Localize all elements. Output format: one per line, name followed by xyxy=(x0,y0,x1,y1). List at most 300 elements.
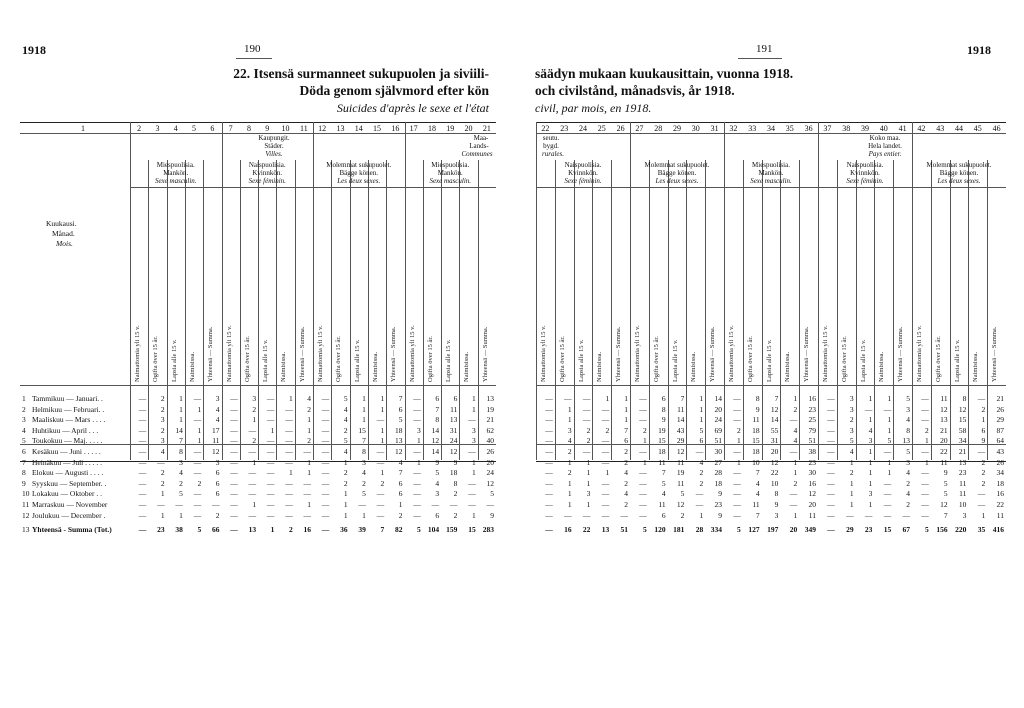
table-cell: 3 xyxy=(868,489,873,499)
table-cell: 7 xyxy=(943,510,948,520)
rotated-col-header: Ogifta över 15 år. xyxy=(934,336,942,382)
table-cell: 2 xyxy=(343,425,348,435)
table-cell: 9 xyxy=(943,468,948,478)
table-cell: — xyxy=(138,500,147,509)
area-top-left: Kaupungit. xyxy=(258,134,290,142)
rotated-col-header: Ogifta över 15 år. xyxy=(652,336,660,382)
col-number: 25 xyxy=(597,124,606,133)
table-cell: 14 xyxy=(676,415,685,425)
col-number: 10 xyxy=(281,124,290,133)
table-cell: 7 xyxy=(380,525,385,535)
table-cell: 5 xyxy=(362,489,366,499)
table-cell: — xyxy=(601,404,610,414)
table-cell: — xyxy=(157,500,165,509)
col-number: 42 xyxy=(917,124,926,133)
table-cell: 43 xyxy=(996,447,1004,456)
table-cell: — xyxy=(639,489,647,499)
table-cell: — xyxy=(921,404,929,414)
table-cell: 20 xyxy=(486,457,494,467)
table-cell: 18 xyxy=(658,447,666,456)
month-label: 1 Tammikuu — Januari. . xyxy=(22,394,103,403)
rotated-col-header: Ogifta över 15 år. xyxy=(840,336,848,382)
table-cell: 23 xyxy=(808,457,816,467)
col-number: 34 xyxy=(767,124,775,133)
table-cell: — xyxy=(413,394,421,403)
table-cell: 4 xyxy=(398,457,403,467)
table-cell: 4 xyxy=(624,468,628,478)
col-number: 45 xyxy=(973,124,982,133)
table-cell: 1 xyxy=(197,404,202,414)
rotated-col-header: Naimisissa. xyxy=(463,351,471,382)
table-cell: — xyxy=(468,415,476,425)
table-cell: 1 xyxy=(160,489,165,499)
table-cell: — xyxy=(248,478,257,488)
table-cell: — xyxy=(413,478,421,488)
table-cell: 1 xyxy=(849,478,854,488)
col-number: 12 xyxy=(318,124,327,133)
rotated-col-header: Naimisissa. xyxy=(280,351,288,382)
rotated-col-header: Lapsia alle 15 v. xyxy=(353,339,361,382)
col-number: 39 xyxy=(861,124,869,133)
table-cell: 5 xyxy=(849,436,854,446)
table-cell: 18 xyxy=(752,425,760,435)
col-number: 11 xyxy=(299,124,308,133)
table-cell: 11 xyxy=(752,415,760,425)
table-cell: — xyxy=(138,525,147,535)
group-header-sv: Kvinnkön. xyxy=(850,169,880,177)
table-cell: 5 xyxy=(887,436,892,446)
table-cell: 12 xyxy=(486,478,494,488)
table-cell: 2 xyxy=(981,468,986,478)
table-cell: 159 xyxy=(446,525,458,535)
table-cell: 2 xyxy=(849,468,854,478)
table-cell: 11 xyxy=(677,404,685,414)
table-cell: 2 xyxy=(453,489,458,499)
table-cell: 24 xyxy=(486,468,494,478)
table-cell: 6 xyxy=(453,394,458,403)
rotated-col-header: Naimisissa. xyxy=(878,351,886,382)
table-cell: 1 xyxy=(288,394,293,403)
rotated-col-header: Naimattomia yli 15 v. xyxy=(225,325,233,382)
table-cell: 1 xyxy=(793,510,798,520)
table-cell: 20 xyxy=(808,500,816,509)
table-cell: 18 xyxy=(752,447,760,456)
table-cell: — xyxy=(639,394,647,403)
table-cell: 26 xyxy=(486,447,494,456)
table-cell: 21 xyxy=(940,425,948,435)
table-cell: 1 xyxy=(380,394,385,403)
table-cell: — xyxy=(138,447,147,456)
table-cell: — xyxy=(321,425,330,435)
table-cell: 5 xyxy=(737,525,741,535)
rotated-col-header: Lapsia alle 15 v. xyxy=(577,339,585,382)
rotated-col-header: Naimisissa. xyxy=(188,351,196,382)
table-cell: — xyxy=(285,425,293,435)
table-cell: 4 xyxy=(849,447,854,456)
table-cell: 9 xyxy=(981,436,986,446)
group-header-fi: Naispuolisia. xyxy=(248,161,286,169)
table-cell: 4 xyxy=(179,468,183,478)
table-cell: — xyxy=(639,478,647,488)
col-number: 4 xyxy=(173,124,178,133)
col-number: 31 xyxy=(710,124,719,133)
col-number: 14 xyxy=(354,124,363,133)
table-cell: 11 xyxy=(959,478,967,488)
table-cell: — xyxy=(545,525,553,535)
table-cell: — xyxy=(977,489,986,499)
table-cell: 1 xyxy=(887,394,892,403)
group-header-fi: Miespuolisia. xyxy=(156,161,195,169)
table-cell: — xyxy=(413,415,421,425)
table-cell: 9 xyxy=(718,510,722,520)
table-cell: 23 xyxy=(714,500,722,509)
table-cell: 13 xyxy=(902,436,910,446)
table-cell: — xyxy=(620,510,628,520)
table-cell: 30 xyxy=(714,447,722,456)
table-cell: — xyxy=(827,500,835,509)
table-cell: 6 xyxy=(435,510,440,520)
table-cell: 1 xyxy=(643,457,647,467)
table-cell: 8 xyxy=(755,394,760,403)
table-cell: 2 xyxy=(288,525,293,535)
month-label: 6 Kesäkuu — Juni . . . . . xyxy=(22,447,101,456)
table-cell: — xyxy=(601,510,610,520)
table-cell: 2 xyxy=(605,425,610,435)
table-cell: — xyxy=(230,525,238,535)
table-cell: — xyxy=(789,415,798,425)
stub-header-sv: Månad. xyxy=(52,229,75,238)
table-cell: 6 xyxy=(398,478,403,488)
col-number: 22 xyxy=(541,124,550,133)
table-cell: 3 xyxy=(160,436,165,446)
table-cell: 1 xyxy=(868,394,873,403)
col-number: 19 xyxy=(446,124,455,133)
month-label: 4 Huhtikuu — April . . . xyxy=(22,425,99,435)
group-header-fi: Molemmat sukupuolet. xyxy=(326,161,392,169)
table-cell: 82 xyxy=(395,525,403,535)
table-cell: 36 xyxy=(340,525,348,535)
area-top-right-fr: Pays entier. xyxy=(868,150,902,158)
table-cell: — xyxy=(285,500,293,509)
table-cell: 4 xyxy=(435,478,440,488)
table-cell: — xyxy=(376,447,385,456)
table-cell: 2 xyxy=(343,478,348,488)
table-cell: 2 xyxy=(197,478,202,488)
table-cell: 12 xyxy=(449,447,458,456)
rotated-col-header: Yhteensä — Summa. xyxy=(481,326,489,382)
table-cell: 1 xyxy=(362,394,366,403)
table-cell: 24 xyxy=(714,415,722,425)
table-cell: 1 xyxy=(270,425,275,435)
table-cell: 12 xyxy=(395,447,403,456)
table-cell: 18 xyxy=(395,425,403,435)
col-number: 32 xyxy=(729,124,738,133)
table-cell: — xyxy=(230,415,238,425)
table-cell: 29 xyxy=(676,436,685,446)
month-label: 3 Maaliskuu — Mars . . . . xyxy=(22,415,106,425)
table-cell: — xyxy=(827,404,835,414)
table-cell: 4 xyxy=(624,489,628,499)
group-header-sv: Mankön. xyxy=(163,169,189,177)
col-number: 15 xyxy=(373,124,382,133)
group-header-fi: Naispuolisia. xyxy=(846,161,884,169)
table-cell: — xyxy=(921,510,929,520)
group-rule xyxy=(630,187,724,188)
table-cell: 58 xyxy=(958,425,967,435)
table-cell: 1 xyxy=(981,510,986,520)
table-cell: 1 xyxy=(343,500,348,509)
table-cell: 7 xyxy=(755,510,760,520)
table-cell: — xyxy=(468,447,476,456)
table-cell: — xyxy=(230,436,238,446)
table-cell: 8 xyxy=(906,425,910,435)
table-cell: 23 xyxy=(157,525,165,535)
group-header-sv: Bägge könen. xyxy=(939,169,979,177)
table-cell: 7 xyxy=(398,394,403,403)
table-cell: — xyxy=(248,468,257,478)
table-cell: — xyxy=(733,478,741,488)
rotated-col-header: Ogifta över 15 år. xyxy=(335,336,343,382)
table-cell: 51 xyxy=(808,436,816,446)
month-label: 8 Elokuu — Augusti . . . . xyxy=(22,468,104,478)
table-cell: 3 xyxy=(362,457,366,467)
table-cell: — xyxy=(545,468,553,478)
table-cell: 3 xyxy=(774,510,779,520)
table-cell: 1 xyxy=(252,415,257,425)
col-number: 3 xyxy=(155,124,160,133)
rotated-col-header: Naimisissa. xyxy=(371,351,379,382)
group-rule xyxy=(405,187,497,188)
table-cell: — xyxy=(431,500,440,509)
table-cell: — xyxy=(827,510,835,520)
col-number: 26 xyxy=(616,124,625,133)
table-cell: 7 xyxy=(774,394,779,403)
area-top-left-sv: Städer. xyxy=(264,142,284,150)
table-cell: 7 xyxy=(362,436,366,446)
table-cell: — xyxy=(545,500,553,509)
table-cell: 12 xyxy=(940,404,948,414)
table-cell: 5 xyxy=(943,489,948,499)
table-cell: 12 xyxy=(212,447,220,456)
table-cell: 9 xyxy=(755,404,760,414)
group-rule xyxy=(818,187,912,188)
table-cell: 2 xyxy=(160,478,165,488)
area-top-right: Koko maa. xyxy=(869,134,901,142)
table-cell: — xyxy=(827,468,835,478)
table-cell: — xyxy=(639,404,647,414)
col-number: 29 xyxy=(673,124,681,133)
table-cell: — xyxy=(266,510,275,520)
table-cell: 3 xyxy=(215,394,220,403)
table-cell: — xyxy=(733,510,741,520)
rotated-col-header: Yhteensä — Summa. xyxy=(897,326,905,382)
table-cell: 4 xyxy=(661,489,666,499)
col-number: 2 xyxy=(137,124,142,133)
table-cell: 12 xyxy=(808,489,816,499)
table-cell: — xyxy=(921,447,929,456)
table-cell: 1 xyxy=(868,447,873,456)
table-cell: 1 xyxy=(699,404,704,414)
col-number: 6 xyxy=(210,124,215,133)
table-cell: — xyxy=(266,394,275,403)
table-cell: 9 xyxy=(490,510,494,520)
rotated-col-header: Yhteensä — Summa. xyxy=(709,326,717,382)
group-header-sv: Kvinnkön. xyxy=(252,169,283,177)
table-cell: 2 xyxy=(160,425,165,435)
table-cell: — xyxy=(827,394,835,403)
table-cell: — xyxy=(321,447,330,456)
table-cell: 11 xyxy=(996,510,1004,520)
table-cell: — xyxy=(545,489,553,499)
table-cell: 11 xyxy=(808,510,816,520)
table-cell: — xyxy=(545,415,553,425)
table-cell: 12 xyxy=(676,500,685,509)
area-top-right-sv: Hela landet. xyxy=(868,142,902,150)
table-cell: 14 xyxy=(714,394,722,403)
table-cell: 2 xyxy=(586,436,591,446)
table-cell: 3 xyxy=(868,436,873,446)
table-cell: 1 xyxy=(362,404,366,414)
table-cell: 12 xyxy=(940,500,948,509)
table-cell: 2 xyxy=(252,436,257,446)
table-cell: — xyxy=(864,404,873,414)
table-cell: — xyxy=(138,510,147,520)
table-cell: — xyxy=(695,489,704,499)
table-cell: 1 xyxy=(699,415,704,425)
table-cell: 14 xyxy=(431,425,440,435)
table-cell: — xyxy=(303,478,311,488)
table-cell: 8 xyxy=(179,447,183,456)
table-cell: 1 xyxy=(605,468,610,478)
table-cell: 2 xyxy=(981,457,986,467)
table-cell: — xyxy=(695,500,704,509)
table-cell: 1 xyxy=(868,457,873,467)
table-cell: — xyxy=(321,468,330,478)
group-header-fr: Les deux sexes. xyxy=(655,177,699,185)
table-cell: 3 xyxy=(906,404,910,414)
table-cell: 1 xyxy=(849,457,854,467)
rotated-col-header: Lapsia alle 15 v. xyxy=(671,339,679,382)
table-cell: 2 xyxy=(160,404,165,414)
table-cell: — xyxy=(883,510,892,520)
table-cell: 11 xyxy=(658,457,666,467)
table-cell: — xyxy=(601,478,610,488)
table-cell: — xyxy=(266,436,275,446)
table-cell: 2 xyxy=(624,457,628,467)
table-cell: 10 xyxy=(770,478,779,488)
table-cell: 14 xyxy=(175,425,183,435)
table-cell: 1 xyxy=(567,415,572,425)
table-cell: 1 xyxy=(307,457,311,467)
col-number: 43 xyxy=(936,124,945,133)
table-cell: 3 xyxy=(849,425,854,435)
rotated-col-header: Ogifta över 15 år. xyxy=(746,336,754,382)
table-cell: — xyxy=(321,415,330,425)
table-cell: — xyxy=(582,394,591,403)
table-cell: 11 xyxy=(658,500,666,509)
table-cell: 4 xyxy=(343,415,348,425)
table-cell: 1 xyxy=(567,489,572,499)
table-cell: 16 xyxy=(996,489,1004,499)
table-cell: 38 xyxy=(808,447,816,456)
table-cell: 156 xyxy=(936,525,948,535)
table-cell: 1 xyxy=(643,436,647,446)
table-cell: — xyxy=(285,510,293,520)
table-cell: 1 xyxy=(179,394,183,403)
rotated-col-header: Naimisissa. xyxy=(972,351,980,382)
col-number: 30 xyxy=(691,124,700,133)
table-cell: — xyxy=(733,489,741,499)
table-cell: 21 xyxy=(958,447,967,456)
table-cell: — xyxy=(230,404,238,414)
group-rule xyxy=(313,187,405,188)
table-cell: — xyxy=(193,447,202,456)
table-cell: — xyxy=(321,489,330,499)
title-fi-right: säädyn mukaan kuukausittain, vuonna 1918. xyxy=(535,66,794,81)
table-cell: 1 xyxy=(362,415,366,425)
table-cell: 16 xyxy=(564,525,572,535)
table-cell: 30 xyxy=(808,468,816,478)
table-cell: — xyxy=(733,415,741,425)
col-number: 36 xyxy=(804,124,813,133)
table-cell: 1 xyxy=(793,468,798,478)
group-header-fr: Sexe féminin. xyxy=(564,177,602,185)
table-cell: 3 xyxy=(179,457,183,467)
group-rule xyxy=(130,187,222,188)
table-cell: 22 xyxy=(582,525,591,535)
table-cell: — xyxy=(376,415,385,425)
table-cell: 1 xyxy=(849,489,854,499)
table-cell: 3 xyxy=(567,425,572,435)
table-cell: 6 xyxy=(661,394,666,403)
table-cell: — xyxy=(303,510,311,520)
table-cell: 23 xyxy=(864,525,873,535)
table-cell: — xyxy=(358,500,366,509)
table-cell: — xyxy=(733,468,741,478)
table-cell: 17 xyxy=(212,425,220,435)
table-cell: 55 xyxy=(770,425,779,435)
table-cell: — xyxy=(413,468,421,478)
table-cell: — xyxy=(138,404,147,414)
table-cell: 1 xyxy=(160,510,165,520)
table-cell: — xyxy=(582,415,591,425)
area-left-fr: rurales. xyxy=(542,150,564,158)
table-cell: — xyxy=(733,447,741,456)
table-cell: — xyxy=(921,394,929,403)
table-cell: 28 xyxy=(714,468,722,478)
table-cell: — xyxy=(639,447,647,456)
table-cell: — xyxy=(468,478,476,488)
table-cell: — xyxy=(846,510,854,520)
table-cell: 2 xyxy=(643,425,647,435)
table-cell: 1 xyxy=(793,457,798,467)
table-cell: 1 xyxy=(868,415,873,425)
table-cell: 4 xyxy=(567,436,572,446)
table-cell: 64 xyxy=(996,436,1004,446)
table-cell: 8 xyxy=(661,404,666,414)
table-cell: 2 xyxy=(737,425,741,435)
year-left: 1918 xyxy=(22,43,46,57)
rotated-col-header: Naimattomia yli 15 v. xyxy=(134,325,141,382)
table-cell: 1 xyxy=(179,415,183,425)
table-cell: 3 xyxy=(471,425,476,435)
table-cell: 8 xyxy=(774,489,779,499)
table-cell: 6 xyxy=(215,468,220,478)
table-cell: 197 xyxy=(767,525,779,535)
col-number: 13 xyxy=(336,124,345,133)
month-label: 11 Marraskuu — November xyxy=(22,500,108,509)
table-cell: — xyxy=(376,510,385,520)
